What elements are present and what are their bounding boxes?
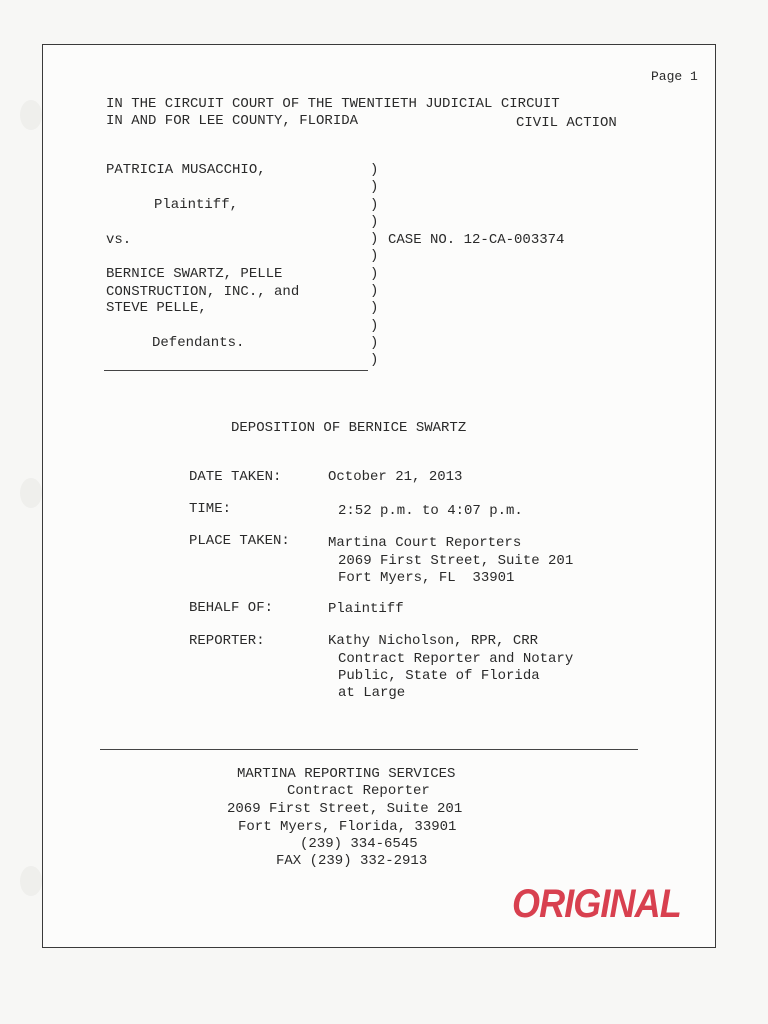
reporter-line-1: Kathy Nicholson, RPR, CRR (328, 633, 539, 649)
behalf-label: BEHALF OF: (189, 600, 274, 616)
page-number: Page 1 (651, 69, 698, 84)
court-line-1: IN THE CIRCUIT COURT OF THE TWENTIETH JUDICIAL CIRCUIT (106, 96, 560, 112)
reporter-line-4: at Large (338, 685, 406, 701)
reporter-line-3: Public, State of Florida (338, 668, 540, 684)
time-value: 2:52 p.m. to 4:07 p.m. (338, 503, 523, 519)
defendants-line-3: STEVE PELLE, (106, 300, 207, 316)
caption-parentheses: ) ) ) ) ) ) ) ) ) ) ) ) (370, 162, 379, 369)
versus: vs. (106, 232, 132, 248)
reporter-line-2: Contract Reporter and Notary (338, 651, 574, 667)
place-label: PLACE TAKEN: (189, 533, 290, 549)
behalf-value: Plaintiff (328, 601, 404, 617)
court-line-2: IN AND FOR LEE COUNTY, FLORIDA (106, 113, 359, 129)
footer-company: MARTINA REPORTING SERVICES (237, 766, 456, 782)
defendants-role: Defendants. (152, 335, 245, 351)
plaintiff-role: Plaintiff, (154, 197, 239, 213)
binder-hole (20, 100, 42, 130)
binder-hole (20, 478, 42, 508)
binder-hole (20, 866, 42, 896)
original-stamp: ORIGINAL (512, 882, 681, 926)
defendants-line-1: BERNICE SWARTZ, PELLE (106, 266, 283, 282)
deposition-title: DEPOSITION OF BERNICE SWARTZ (231, 420, 467, 436)
footer-address-2: Fort Myers, Florida, 33901 (238, 819, 457, 835)
date-value: October 21, 2013 (328, 469, 463, 485)
footer-subtitle: Contract Reporter (287, 783, 430, 799)
caption-rule (104, 370, 368, 371)
place-line-2: 2069 First Street, Suite 201 (338, 553, 574, 569)
date-label: DATE TAKEN: (189, 469, 282, 485)
reporter-label: REPORTER: (189, 633, 265, 649)
case-number: CASE NO. 12-CA-003374 (388, 232, 565, 248)
footer-phone: (239) 334-6545 (300, 836, 418, 852)
footer-address-1: 2069 First Street, Suite 201 (227, 801, 463, 817)
defendants-line-2: CONSTRUCTION, INC., and (106, 284, 300, 300)
civil-action: CIVIL ACTION (516, 115, 617, 131)
place-line-1: Martina Court Reporters (328, 535, 522, 551)
time-label: TIME: (189, 501, 232, 517)
place-line-3: Fort Myers, FL 33901 (338, 570, 515, 586)
footer-fax: FAX (239) 332-2913 (276, 853, 428, 869)
plaintiff-name: PATRICIA MUSACCHIO, (106, 162, 266, 178)
footer-rule (100, 749, 638, 750)
